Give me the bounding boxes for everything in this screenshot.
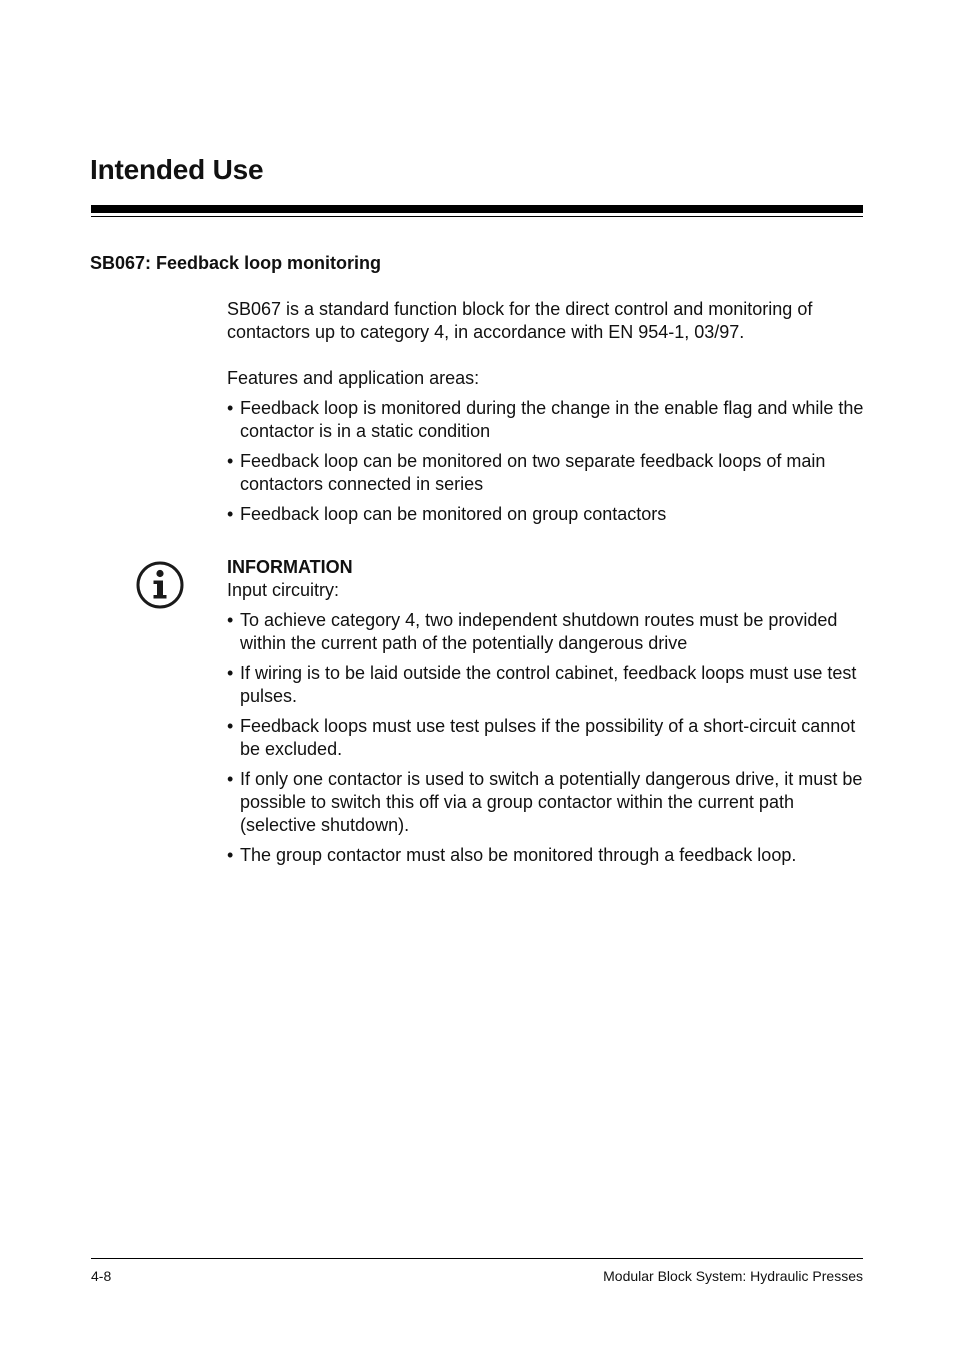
bullet-marker: • [227,845,234,865]
bullet-marker: • [227,663,234,683]
feature-text: Feedback loop is monitored during the change in the enable flag and while the contactor is in a static condition [240,398,864,441]
page-title: Intended Use [90,154,264,185]
list-item [227,715,867,761]
info-icon [135,560,185,610]
features-label: Features and application areas: [227,368,480,388]
information-text: Feedback loops must use test pulses if the possibility of a short-circuit cannot be excluded. [240,716,856,759]
information-title: INFORMATION [227,557,353,577]
bullet-marker: • [227,610,234,630]
title-rule-thin [91,216,863,217]
intro-paragraph [227,298,867,344]
features-list-block [227,397,867,533]
footer-rule [91,1258,863,1259]
bullet-marker: • [227,451,234,471]
information-text: The group contactor must also be monitored through a feedback loop. [240,845,797,865]
features-list [227,397,867,526]
features-label-block [227,367,867,390]
list-item [227,609,867,655]
list-item [227,503,867,526]
information-text: To achieve category 4, two independent shutdown routes must be provided within the current path of the potentially dangerous drive [240,610,838,653]
section-heading: SB067: Feedback loop monitoring [90,253,382,273]
bullet-marker: • [227,769,234,789]
bullet-marker: • [227,716,234,736]
title-rule-thick [91,205,863,213]
list-item [227,450,867,496]
list-item [227,768,867,837]
information-list [227,609,867,867]
information-text: If wiring is to be laid outside the control cabinet, feedback loops must use test pulses. [240,663,857,706]
bullet-marker: • [227,398,234,418]
information-block [227,556,867,874]
information-text: If only one contactor is used to switch a potentially dangerous drive, it must be possible to switch this off via a group contactor within the current path (selective shutdown). [240,769,863,835]
document-title: Modular Block System: Hydraulic Presses [603,1268,863,1284]
page-number: 4-8 [91,1268,112,1284]
feature-text: Feedback loop can be monitored on group contactors [240,504,667,524]
bullet-marker: • [227,504,234,524]
feature-text: Feedback loop can be monitored on two separate feedback loops of main contactors connected in series [240,451,826,494]
list-item [227,662,867,708]
intro-text: SB067 is a standard function block for the direct control and monitoring of contactors up to category 4, in accordance with EN 954-1, 03/97. [227,299,813,342]
list-item [227,397,867,443]
list-item [227,844,867,867]
information-subtitle: Input circuitry: [227,580,340,600]
